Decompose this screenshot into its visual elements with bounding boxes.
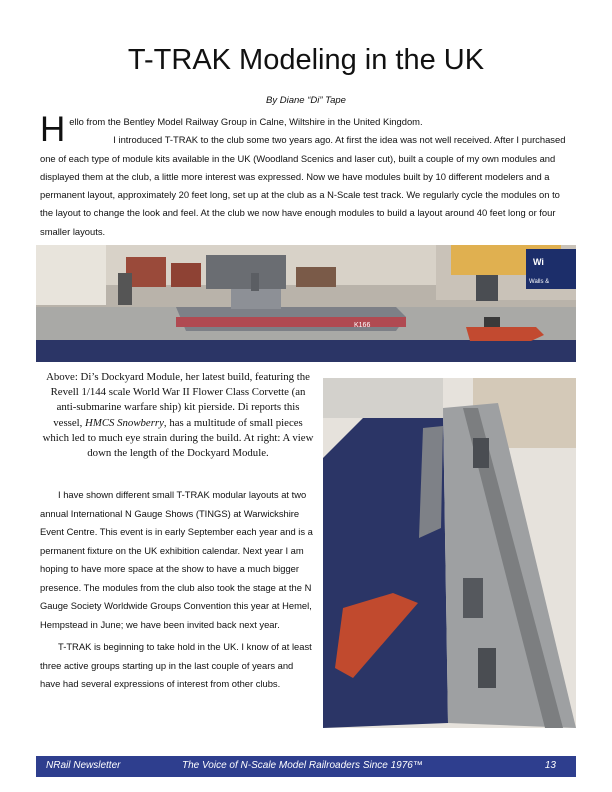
body-column — [40, 486, 315, 698]
paragraph-3: T-TRAK is beginning to take hold in the UK. I know of at least three active groups starting up in the last couple of years and have had several expressions of interest from other clubs. — [40, 641, 312, 689]
intro-text — [40, 110, 575, 241]
footer-tagline: The Voice of N-Scale Model Railroaders Since 1976™ — [182, 760, 423, 771]
byline: By Diane “Di” Tape — [266, 95, 346, 106]
page-footer — [36, 756, 576, 777]
caption-part-2: , has a multitude of small pieces which led to much eye strain during the build. At right: A view down the length of the Dockyard Module. — [42, 416, 314, 460]
paragraph-2: I have shown different small T-TRAK modular layouts at two annual International N Gauge Shows (TINGS) at Warwickshire Event Centre. This event is in early September each year and is a permanent fixture on the UK exhibition calendar. Next year I am hoping to have more space at the show to have a much bigger presence. The modules from the club also took the stage at the N Gauge Society Worldwide Groups Convention this year at Hemel, Hempstead in June; we have been invited back next year. — [40, 489, 313, 630]
page-number: 13 — [544, 760, 556, 771]
photo-caption — [42, 370, 314, 461]
dockyard-length-photo — [323, 378, 576, 728]
paragraph-1: I introduced T-TRAK to the club some two years ago. At first the idea was not well received. After I purchased one of each type of module kits available in the UK (Woodland Scenics and laser cut), built a couple of my own modules and displayed them at the club, a little more interest was expressed. Now we have modules built by 10 different modelers and a permanent layout, approximately 20 feet long, set up at the club as a N-Scale test track. We regularly cycle the modules on to the layout to change the look and feel. At the club we now have enough modules to build a layout around 40 feet long or four smaller layouts. — [40, 134, 566, 237]
footer-publication: NRail Newsletter — [46, 760, 121, 771]
caption-part-1: Above: Di’s Dockyard Module, her latest build, featuring the Revell 1/144 scale World War II Flower Class Corvette (an anti-submarine warfare ship) kit pierside. Di reports this vessel, — [46, 371, 310, 429]
box-label-1: Wi — [533, 257, 544, 267]
caption-ship-name: HMCS Snowberry — [85, 416, 164, 429]
intro-first-line: ello from the Bentley Model Railway Group in Calne, Wiltshire in the United Kingdom. — [69, 116, 423, 127]
box-label-2: Walls & — [529, 279, 550, 285]
hull-number: K166 — [354, 322, 371, 329]
drop-cap: H — [40, 110, 66, 149]
dockyard-module-photo — [36, 245, 576, 362]
article-title: T-TRAK Modeling in the UK — [127, 44, 485, 76]
